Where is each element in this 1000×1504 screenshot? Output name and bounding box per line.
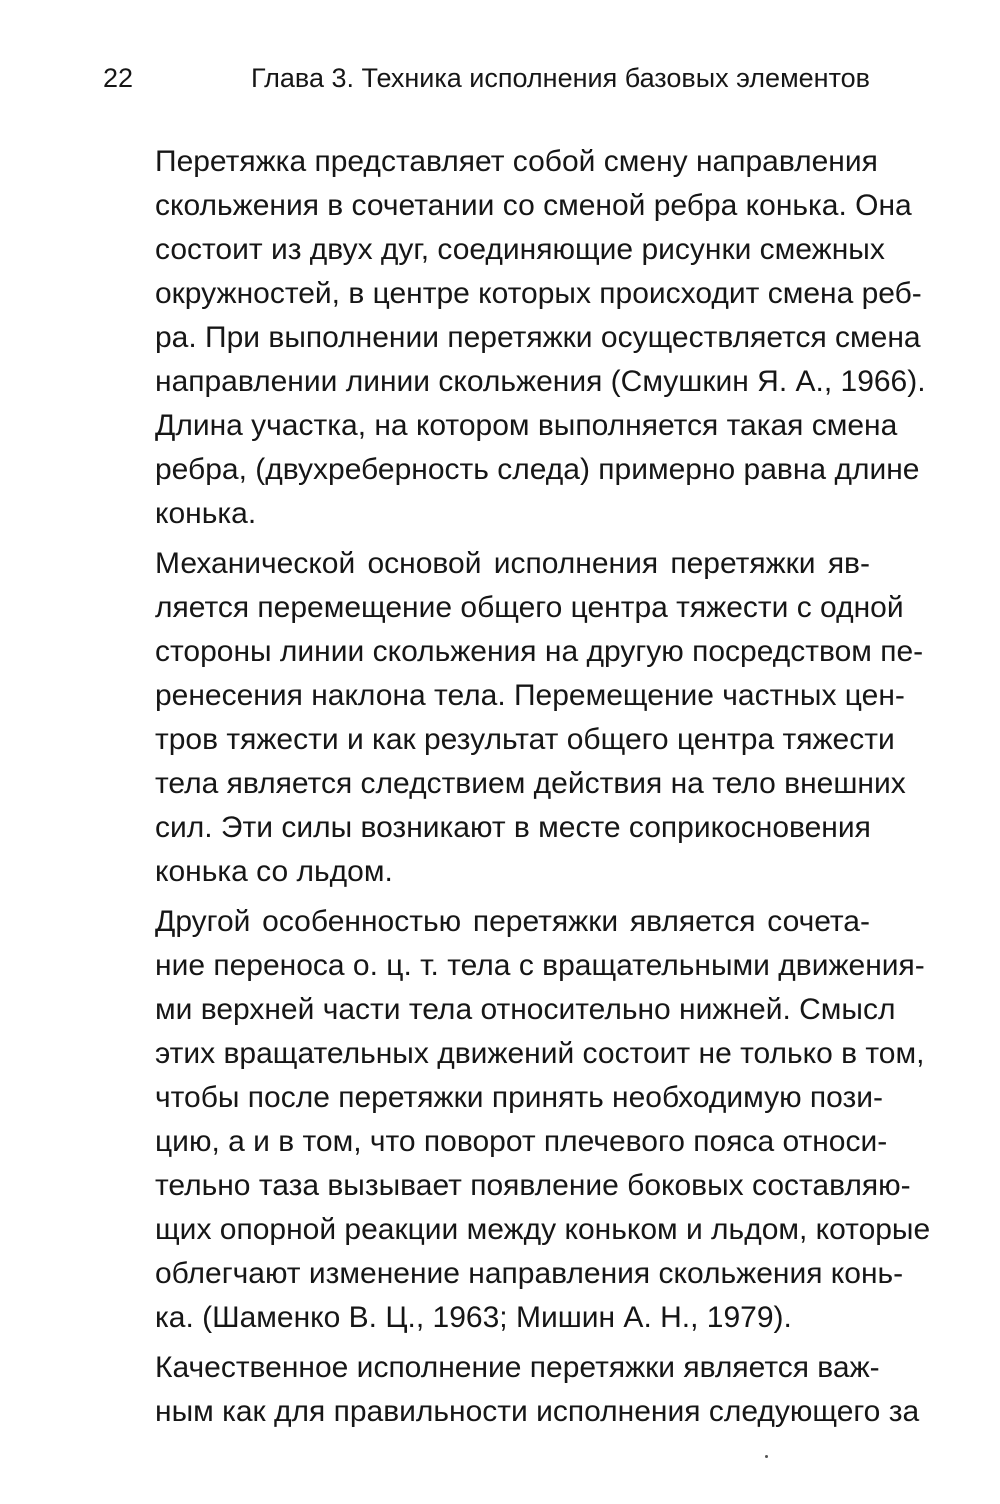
text-line: ренесения наклона тела. Перемещение частных цен- xyxy=(155,679,905,712)
text-line: ным как для правильности исполнения следующего за xyxy=(155,1395,920,1428)
text-line: чтобы после перетяжки принять необходимую пози- xyxy=(155,1081,883,1114)
body-text xyxy=(103,140,931,1440)
paragraph xyxy=(103,542,924,894)
text-line: тров тяжести и как результат общего центра тяжести xyxy=(155,723,895,756)
text-line: ние переноса о. ц. т. тела с вращательными движения- xyxy=(155,949,925,982)
text-line: Перетяжка представляет собой смену направления xyxy=(155,145,878,178)
text-line: этих вращательных движений состоит не только в том, xyxy=(155,1037,925,1070)
text-line: ми верхней части тела относительно нижней. Смысл xyxy=(155,993,896,1026)
text-line: тела является следствием действия на тело внешних xyxy=(155,767,906,800)
text-line: стороны линии скольжения на другую посредством пе- xyxy=(155,635,924,668)
text-line: Механической основой исполнения перетяжки яв- xyxy=(155,547,870,580)
text-line: ра. При выполнении перетяжки осуществляется смена xyxy=(155,321,921,354)
text-line: цию, а и в том, что поворот плечевого пояса относи- xyxy=(155,1125,888,1158)
text-line: скольжения в сочетании со сменой ребра конька. Она xyxy=(155,189,912,222)
paragraph xyxy=(103,900,931,1340)
text-line: Другой особенностью перетяжки является сочета- xyxy=(155,905,870,938)
running-head xyxy=(103,58,870,98)
text-line: Длина участка, на котором выполняется такая смена xyxy=(155,409,898,442)
text-line: окружностей, в центре которых происходит смена реб- xyxy=(155,277,922,310)
print-speck xyxy=(765,1455,768,1458)
text-line: Качественное исполнение перетяжки является важ- xyxy=(155,1351,880,1384)
text-line: направлении линии скольжения (Смушкин Я. А., 1966). xyxy=(155,365,926,398)
text-line: ляется перемещение общего центра тяжести с одной xyxy=(155,591,904,624)
text-line: сил. Эти силы возникают в месте соприкосновения xyxy=(155,811,871,844)
paragraph xyxy=(103,140,926,536)
text-line: щих опорной реакции между коньком и льдом, которые xyxy=(155,1213,931,1246)
text-line: состоит из двух дуг, соединяющие рисунки смежных xyxy=(155,233,885,266)
text-line: конька со льдом. xyxy=(155,855,393,888)
page-number: 22 xyxy=(103,63,134,93)
text-line: ка. (Шаменко В. Ц., 1963; Мишин А. Н., 1979). xyxy=(155,1301,792,1334)
text-line: облегчают изменение направления скольжения конь- xyxy=(155,1257,904,1290)
text-line: тельно таза вызывает появление боковых составляю- xyxy=(155,1169,911,1202)
chapter-title: Глава 3. Техника исполнения базовых элементов xyxy=(251,63,870,93)
text-line: конька. xyxy=(155,497,257,530)
paragraph xyxy=(103,1346,920,1434)
text-line: ребра, (двухреберность следа) примерно равна длине xyxy=(155,453,920,486)
